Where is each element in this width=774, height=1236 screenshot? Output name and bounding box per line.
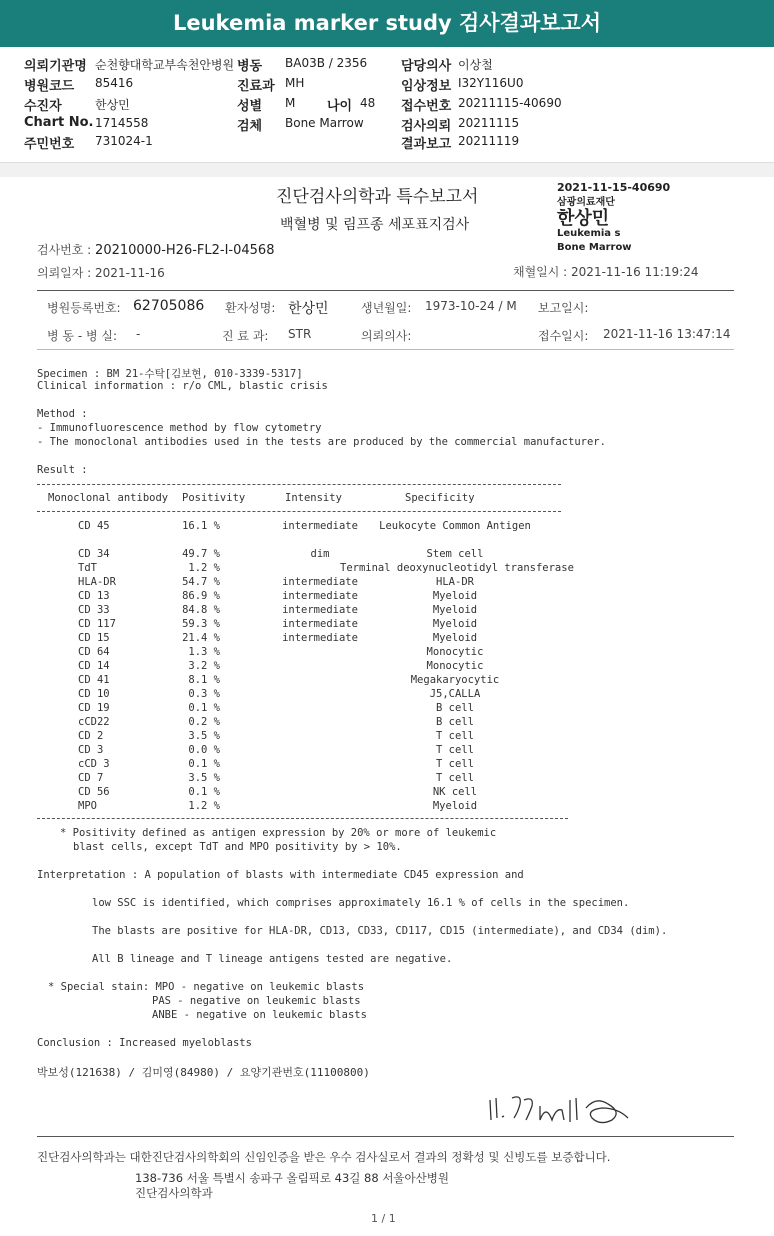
doctor-label: 담당의사 (401, 59, 452, 74)
specificity-cell: Myeloid (432, 604, 478, 616)
stain-1: * Special stain: MPO - negative on leukemic blasts (48, 981, 365, 993)
table-row (0, 800, 774, 814)
clinical-label: 임상정보 (401, 79, 452, 94)
table-row (0, 716, 774, 730)
specificity-cell: Terminal deoxynucleotidyl transferase (340, 562, 574, 574)
chart-value: 1714558 (95, 116, 149, 130)
antibody-cell: CD 13 (78, 590, 110, 602)
patient-label: 수진자 (24, 99, 62, 114)
table-row (0, 646, 774, 660)
specificity-cell: Monocytic (426, 646, 484, 658)
antibody-cell: CD 34 (78, 548, 110, 560)
stamp-test: Leukemia s (557, 228, 621, 239)
method-line-2: - The monoclonal antibodies used in the tests are produced by the commercial manufacturer. (37, 436, 606, 448)
sex-value: M (285, 96, 296, 110)
antibody-cell: cCD 3 (78, 758, 110, 770)
specificity-cell: Myeloid (432, 618, 478, 630)
code-value: 85416 (95, 76, 134, 90)
specificity-cell: T cell (436, 758, 474, 770)
positivity-cell: 3.2 % (188, 660, 220, 672)
specificity-cell: NK cell (432, 786, 478, 798)
req-doctor-label: 의뢰의사: (361, 329, 412, 343)
specificity-cell: Leukocyte Common Antigen (379, 520, 531, 532)
specificity-cell: Myeloid (432, 800, 478, 812)
interp-2: low SSC is identified, which comprises approximately 16.1 % of cells in the specimen. (92, 897, 630, 909)
clinical-line: Clinical information : r/o CML, blastic crisis (37, 380, 328, 392)
stamp-name: 한상민 (557, 208, 610, 229)
table-row (0, 660, 774, 674)
table-row (0, 702, 774, 716)
report-value: 20211119 (458, 134, 520, 148)
sex-label: 성별 (237, 99, 263, 114)
id-label: 주민번호 (24, 137, 75, 152)
antibody-cell: MPO (78, 800, 97, 812)
exam-no: 20210000-H26-FL2-I-04568 (95, 243, 275, 258)
footnote-2: blast cells, except TdT and MPO positivity by > 10%. (73, 841, 402, 853)
specificity-cell: T cell (436, 744, 474, 756)
dept-label-2: 진 료 과: (222, 329, 269, 343)
ward-room-value: - (136, 327, 141, 341)
antibody-cell: CD 14 (78, 660, 110, 672)
intensity-cell: intermediate (282, 604, 358, 616)
reg-value: 62705086 (133, 298, 205, 314)
table-row (0, 590, 774, 604)
dept-value: MH (285, 76, 305, 90)
antibody-cell: CD 2 (78, 730, 104, 742)
request-value: 20211115 (458, 116, 520, 130)
dept-label: 진료과 (237, 79, 275, 94)
specimen-line: Specimen : BM 21-수탁[김보현, 010-3339-5317] (37, 368, 303, 380)
specificity-cell: B cell (436, 702, 474, 714)
col-intensity: Intensity (285, 492, 342, 504)
footnote-1: * Positivity defined as antigen expression by 20% or more of leukemic (60, 827, 497, 839)
table-row (0, 632, 774, 646)
antibody-cell: CD 45 (78, 520, 110, 532)
birth-value: 1973-10-24 / M (425, 299, 517, 313)
birth-label: 생년월일: (361, 301, 412, 315)
specificity-cell: Myeloid (432, 632, 478, 644)
table-row (0, 674, 774, 688)
request-date: 의뢰일자 : 2021-11-16 (37, 266, 165, 280)
col-positivity: Positivity (182, 492, 246, 504)
report-subtitle: 백혈병 및 림프종 세포표지검사 (280, 217, 470, 233)
intensity-cell: intermediate (282, 632, 358, 644)
antibody-cell: CD 19 (78, 702, 110, 714)
col-antibody: Monoclonal antibody (48, 492, 169, 504)
interp-1: Interpretation : A population of blasts with intermediate CD45 expression and (37, 869, 524, 881)
table-row (0, 688, 774, 702)
table-row (0, 576, 774, 590)
intensity-cell: intermediate (282, 618, 358, 630)
page-number: 1 / 1 (371, 1212, 396, 1225)
result-heading: Result : (37, 464, 88, 476)
receipt-label: 접수번호 (401, 99, 452, 114)
positivity-cell: 3.5 % (188, 772, 220, 784)
name-label: 환자성명: (225, 301, 276, 315)
specificity-cell: J5,CALLA (429, 688, 481, 700)
report-date-label: 보고일시: (538, 301, 589, 315)
antibody-cell: CD 33 (78, 604, 110, 616)
patient-value: 한상민 (95, 98, 130, 112)
specimen-value: Bone Marrow (285, 116, 364, 130)
table-row (0, 548, 774, 562)
stain-3: ANBE - negative on leukemic blasts (152, 1009, 367, 1021)
recv-label: 접수일시: (538, 329, 589, 343)
positivity-cell: 3.5 % (188, 730, 220, 742)
report-label: 결과보고 (401, 137, 452, 152)
certification-text: 진단검사의학과는 대한진단검사의학회의 신임인증을 받은 우수 검사실로서 결과의 정확성 및 신빙도를 보증합니다. (37, 1150, 611, 1164)
interp-3: The blasts are positive for HLA-DR, CD13, CD33, CD117, CD15 (intermediate), and CD34 (dim). (92, 925, 668, 937)
positivity-cell: 1.2 % (188, 562, 220, 574)
intensity-cell: dim (310, 548, 330, 560)
positivity-cell: 86.9 % (182, 590, 220, 602)
positivity-cell: 54.7 % (182, 576, 220, 588)
age-label: 나이 (327, 99, 353, 114)
doctor-value: 이상철 (458, 58, 493, 72)
specificity-cell: B cell (436, 716, 474, 728)
antibody-cell: CD 7 (78, 772, 104, 784)
positivity-cell: 0.2 % (188, 716, 220, 728)
table-row (0, 758, 774, 772)
age-value: 48 (360, 96, 376, 110)
specificity-cell: Megakaryocytic (410, 674, 500, 686)
stain-2: PAS - negative on leukemic blasts (152, 995, 361, 1007)
table-row (0, 772, 774, 786)
stamp-number: 2021-11-15-40690 (557, 181, 671, 194)
specificity-cell: Stem cell (426, 548, 484, 560)
specificity-cell: HLA-DR (436, 576, 474, 588)
positivity-cell: 21.4 % (182, 632, 220, 644)
table-row (0, 730, 774, 744)
col-specificity: Specificity (405, 492, 475, 504)
intensity-cell: intermediate (282, 590, 358, 602)
inst-value: 순천향대학교부속천안병원 (95, 58, 235, 72)
positivity-cell: 16.1 % (182, 520, 220, 532)
name-value: 한상민 (288, 301, 329, 317)
antibody-cell: HLA-DR (78, 576, 116, 588)
dept-value-2: STR (288, 327, 312, 341)
specificity-cell: Myeloid (432, 590, 478, 602)
antibody-cell: CD 56 (78, 786, 110, 798)
table-row (0, 520, 774, 534)
id-value: 731024-1 (95, 134, 153, 148)
recv-value: 2021-11-16 13:47:14 (603, 327, 731, 341)
antibody-cell: CD 10 (78, 688, 110, 700)
positivity-cell: 0.3 % (188, 688, 220, 700)
positivity-cell: 8.1 % (188, 674, 220, 686)
interp-4: All B lineage and T lineage antigens tested are negative. (92, 953, 453, 965)
ward-room-label: 병 동 - 병 실: (47, 329, 117, 343)
positivity-cell: 0.1 % (188, 758, 220, 770)
table-row (0, 744, 774, 758)
inst-label: 의뢰기관명 (24, 59, 87, 74)
positivity-cell: 49.7 % (182, 548, 220, 560)
table-row (0, 618, 774, 632)
stamp-org: 삼광의료재단 (557, 197, 615, 208)
specificity-cell: Monocytic (426, 660, 484, 672)
code-label: 병원코드 (24, 79, 75, 94)
section-divider (0, 162, 774, 177)
method-heading: Method : (37, 408, 88, 420)
window-title: Leukemia marker study 검사결과보고서 (0, 0, 774, 47)
signing-doctors: 박보성(121638) / 김미영(84980) / 요양기관번호(11100800) (37, 1066, 370, 1079)
intensity-cell: intermediate (282, 576, 358, 588)
specimen-label: 검체 (237, 119, 263, 134)
exam-no-label: 검사번호 : (37, 243, 96, 257)
collect-date: 채혈일시 : 2021-11-16 11:19:24 (513, 265, 699, 279)
positivity-cell: 59.3 % (182, 618, 220, 630)
stamp-specimen: Bone Marrow (557, 242, 632, 253)
table-row (0, 604, 774, 618)
address: 138-736 서울 특별시 송파구 올림픽로 43길 88 서울아산병원 (135, 1171, 449, 1185)
positivity-cell: 1.3 % (188, 646, 220, 658)
antibody-cell: CD 41 (78, 674, 110, 686)
chart-label: Chart No. (24, 115, 94, 130)
specificity-cell: T cell (436, 772, 474, 784)
intensity-cell: intermediate (282, 520, 358, 532)
positivity-cell: 1.2 % (188, 800, 220, 812)
signature-image (482, 1090, 642, 1130)
table-row (0, 562, 774, 576)
positivity-cell: 84.8 % (182, 604, 220, 616)
antibody-cell: CD 15 (78, 632, 110, 644)
reg-label: 병원등록번호: (47, 301, 121, 315)
method-line-1: - Immunofluorescence method by flow cytometry (37, 422, 322, 434)
receipt-value: 20211115-40690 (458, 96, 562, 110)
antibody-cell: TdT (78, 562, 97, 574)
clinical-value: I32Y116U0 (458, 76, 524, 90)
antibody-cell: cCD22 (78, 716, 110, 728)
positivity-cell: 0.1 % (188, 702, 220, 714)
conclusion: Conclusion : Increased myeloblasts (37, 1037, 252, 1049)
ward-label: 병동 (237, 59, 263, 74)
positivity-cell: 0.0 % (188, 744, 220, 756)
antibody-cell: CD 3 (78, 744, 104, 756)
specificity-cell: T cell (436, 730, 474, 742)
ward-value: BA03B / 2356 (285, 56, 368, 70)
antibody-cell: CD 64 (78, 646, 110, 658)
positivity-cell: 0.1 % (188, 786, 220, 798)
table-row (0, 786, 774, 800)
report-title: 진단검사의학과 특수보고서 (276, 187, 479, 207)
request-label: 검사의뢰 (401, 119, 452, 134)
antibody-cell: CD 117 (78, 618, 116, 630)
footer-dept: 진단검사의학과 (135, 1186, 213, 1200)
